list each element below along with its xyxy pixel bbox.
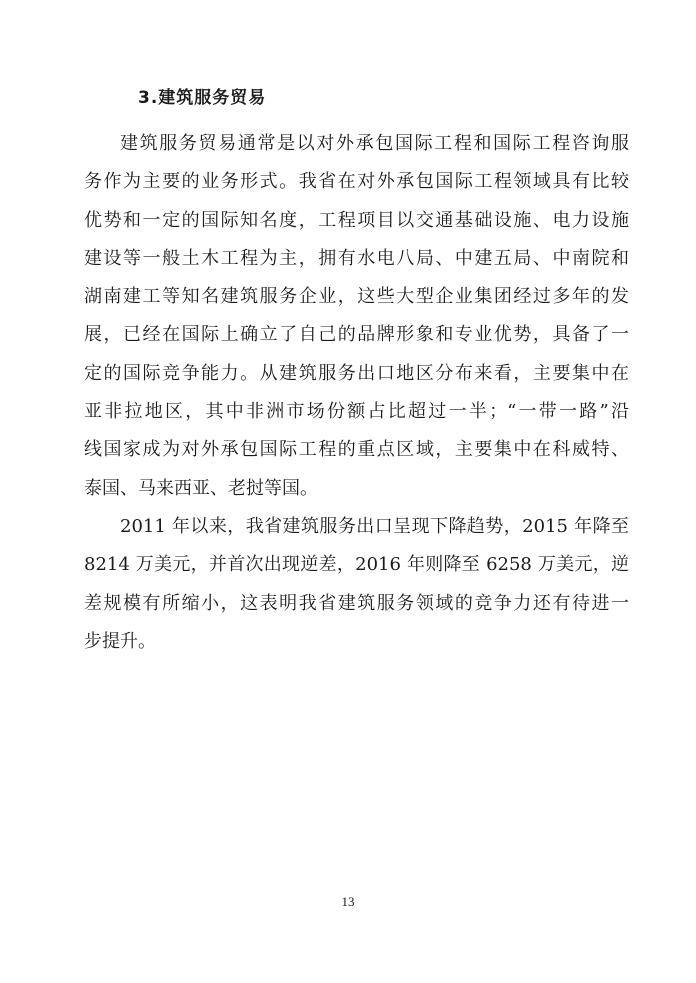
paragraph-line: 湖南建工等知名建筑服务企业，这些大型企业集团经过多年的发 bbox=[84, 286, 629, 308]
paragraph bbox=[84, 508, 629, 661]
paragraph-line: 展，已经在国际上确立了自己的品牌形象和专业优势，具备了一 bbox=[84, 324, 629, 346]
paragraph-line: 优势和一定的国际知名度，工程项目以交通基础设施、电力设施 bbox=[84, 209, 629, 231]
paragraph-line: 差规模有所缩小，这表明我省建筑服务领域的竞争力还有待进一 bbox=[84, 592, 629, 614]
paragraph-line: 线国家成为对外承包国际工程的重点区域，主要集中在科威特、 bbox=[84, 439, 629, 461]
paragraph-line: 泰国、马来西亚、老挝等国。 bbox=[84, 477, 318, 499]
body-text bbox=[84, 125, 629, 661]
paragraph bbox=[84, 125, 629, 508]
paragraph-line: 8214 万美元，并首次出现逆差，2016 年则降至 6258 万美元，逆 bbox=[84, 554, 629, 576]
section-heading: 3.建筑服务贸易 bbox=[138, 88, 267, 108]
paragraph-line: 建设等一般土木工程为主，拥有水电八局、中建五局、中南院和 bbox=[84, 247, 629, 269]
paragraph-line: 定的国际竞争能力。从建筑服务出口地区分布来看，主要集中在 bbox=[84, 362, 629, 384]
paragraph-line: 务作为主要的业务形式。我省在对外承包国际工程领域具有比较 bbox=[84, 171, 629, 193]
paragraph-line: 步提升。 bbox=[84, 630, 156, 652]
paragraph-line: 建筑服务贸易通常是以对外承包国际工程和国际工程咨询服 bbox=[120, 133, 629, 154]
paragraph-line: 亚非拉地区，其中非洲市场份额占比超过一半；“一带一路”沿 bbox=[84, 401, 629, 423]
page-number: 13 bbox=[341, 894, 355, 909]
paragraph-line: 2011 年以来，我省建筑服务出口呈现下降趋势，2015 年降至 bbox=[120, 515, 629, 537]
